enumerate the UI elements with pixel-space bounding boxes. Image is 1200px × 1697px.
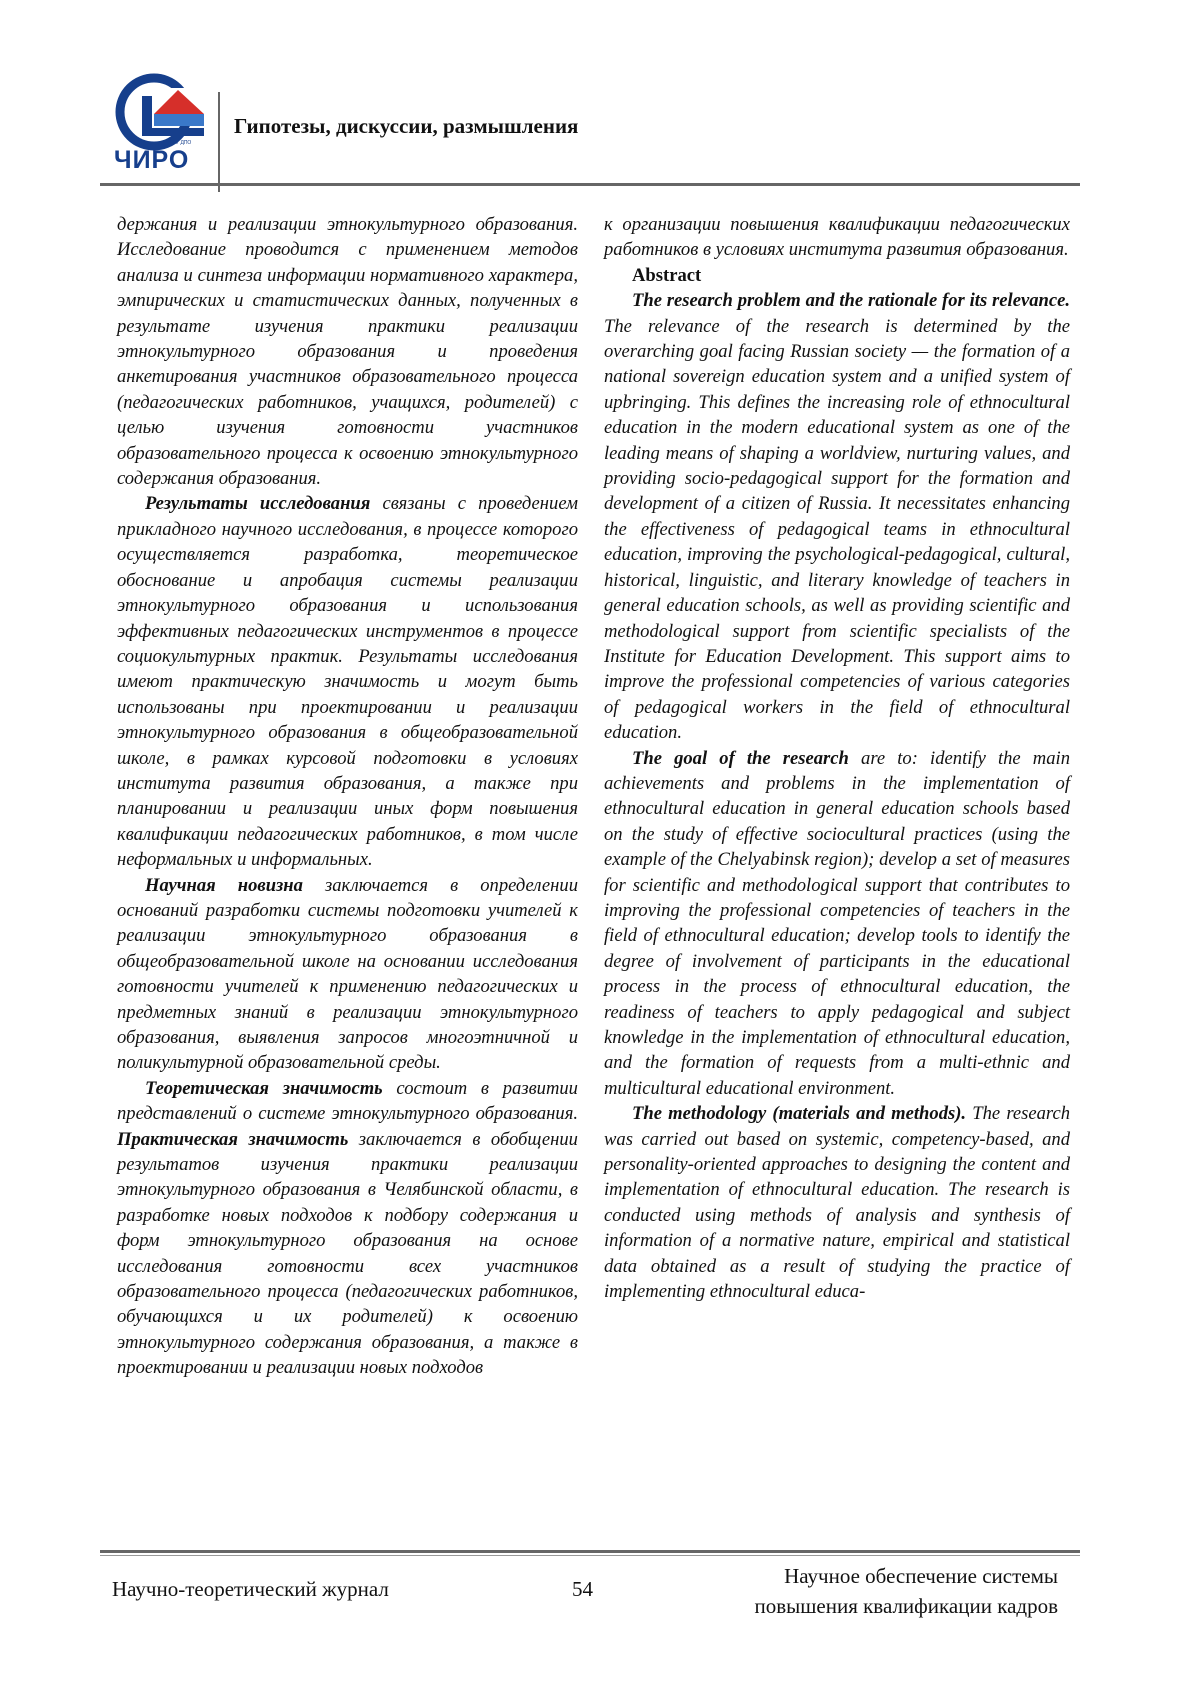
left-paragraph-4 xyxy=(117,1076,578,1381)
header-vertical-rule xyxy=(218,92,220,192)
theoretical-significance-lead: Теоретическая значимость xyxy=(145,1077,383,1099)
section-title: Гипотезы, дискуссии, размышления xyxy=(234,114,579,138)
right-paragraph-1: к организации повышения квалификации педагогических работников в условиях института развития образования. xyxy=(604,214,1070,261)
right-paragraph-4 xyxy=(604,1101,1070,1304)
research-goal-lead: The goal of the research xyxy=(632,747,849,769)
research-goal-text: are to: identify the main achievements and problems in the implementation of ethnocultural education in general education schools based on the study of effective sociocultural practices (using the example of the Chelyabinsk region); develop a set of measures for scientific and methodological support that contributes to improving the professional competencies of teachers in the field of ethnocultural education; develop tools to identify the degree of involvement of participants in the educational process in the process of ethnocultural education, the readiness of teachers to apply pedagogical and subject knowledge in the implementation of ethnocultural education, and the formation of requests from a multi-ethnic and multicultural educational environment. xyxy=(604,747,1070,1099)
results-lead: Результаты исследования xyxy=(145,493,371,515)
methodology-text: The research was carried out based on systemic, competency-based, and personality-oriented approaches to designing the content and implementation of ethnocultural education. The research is conducted using methods of analysis and synthesis of information of a normative nature, empirical and statistical data obtained as a result of studying the practice of implementing ethnocultural educa- xyxy=(604,1103,1070,1303)
novelty-text: заключается в определении оснований разработки системы подготовки учителей к реализации этнокультурного образования в общеобразовательной школе на основании исследования готовности учителей к применению педагогических и предметных знаний в реализации этнокультурного образования, выявления запросов многоэтничной и поликультурной образовательной среды. xyxy=(117,874,578,1074)
header-divider xyxy=(100,183,1080,186)
right-paragraph-2 xyxy=(604,288,1070,745)
page-number: 54 xyxy=(572,1577,593,1601)
novelty-lead: Научная новизна xyxy=(145,874,303,896)
footer-title-line-1: Научное обеспечение системы xyxy=(784,1564,1058,1588)
theoretical-significance-text: состоит в развитии представлений о системе этнокультурного образования. xyxy=(117,1077,578,1125)
footer-journal: Научно-теоретический журнал xyxy=(112,1577,389,1601)
footer-title-line-2: повышения квалификации кадров xyxy=(754,1594,1058,1618)
logo-small-caption: ГБУ ДПО xyxy=(170,140,192,146)
research-problem-lead: The research problem and the rationale for its relevance. xyxy=(632,290,1070,312)
right-paragraph-3 xyxy=(604,746,1070,1102)
left-paragraph-2 xyxy=(117,491,578,872)
left-column xyxy=(117,212,578,1381)
right-column xyxy=(604,212,1070,1304)
footer-journal-title xyxy=(690,1561,1058,1621)
left-paragraph-3 xyxy=(117,873,578,1076)
practical-significance-text: заключается в обобщении результатов изучения практики реализации этнокультурного образования в Челябинской области, в разработке новых подходов к подбору содержания и форм этнокультурного образования на основе исследования готовности всех участников образовательного процесса (педагогических работников, обучающихся и их родителей) к освоению этнокультурного содержания образования, а также в проектировании и реализации новых подходов xyxy=(117,1128,578,1379)
research-problem-text: The relevance of the research is determined by the overarching goal facing Russian society — the formation of a national sovereign education system and a unified system of upbringing. This defines the increasing role of ethnocultural education in the modern educational system as one of the leading means of shaping a worldview, nurturing values, and providing socio-pedagogical support for the formation and development of a citizen of Russia. It necessitates enhancing the effectiveness of pedagogical teams in ethnocultural education, improving the psychological-pedagogical, cultural, historical, linguistic, and literary knowledge of teachers in general education schools, as well as providing scientific and methodological support from scientific specialists of the Institute for Education Development. This support aims to improve the professional competencies of various categories of pedagogical workers in the field of ethnocultural education. xyxy=(604,315,1070,744)
logo-text: ЧИРО xyxy=(114,146,190,174)
footer-divider xyxy=(100,1550,1080,1553)
results-text: связаны с проведением прикладного научного исследования, в процессе которого осуществляется разработка, теоретическое обоснование и апробация системы реализации этнокультурного образования и использования эффективных педагогических инструментов в процессе социокультурных практик. Результаты исследования имеют практическую значимость и могут быть использованы при проектировании и реализации этнокультурного образования в общеобразовательной школе, в рамках курсовой подготовки в условиях института развития образования, а также при планировании и реализации иных форм повышения квалификации педагогических работников, в том числе неформальных и информальных. xyxy=(117,493,578,871)
methodology-lead: The methodology (materials and methods). xyxy=(632,1103,967,1125)
practical-significance-lead: Практическая значимость xyxy=(117,1128,349,1150)
footer-divider-thin xyxy=(100,1555,1080,1556)
left-paragraph-1: держания и реализации этнокультурного образования. Исследование проводится с применением методов анализа и синтеза информации нормативного характера, эмпирических и статистических данных, полученных в результате изучения практики реализации этнокультурного образования и проведения анкетирования участников образовательного процесса (педагогических работников, учащихся, родителей) с целью изучения готовности участников образовательного процесса к освоению этнокультурного содержания образования. xyxy=(117,214,578,490)
abstract-heading: Abstract xyxy=(632,264,702,286)
